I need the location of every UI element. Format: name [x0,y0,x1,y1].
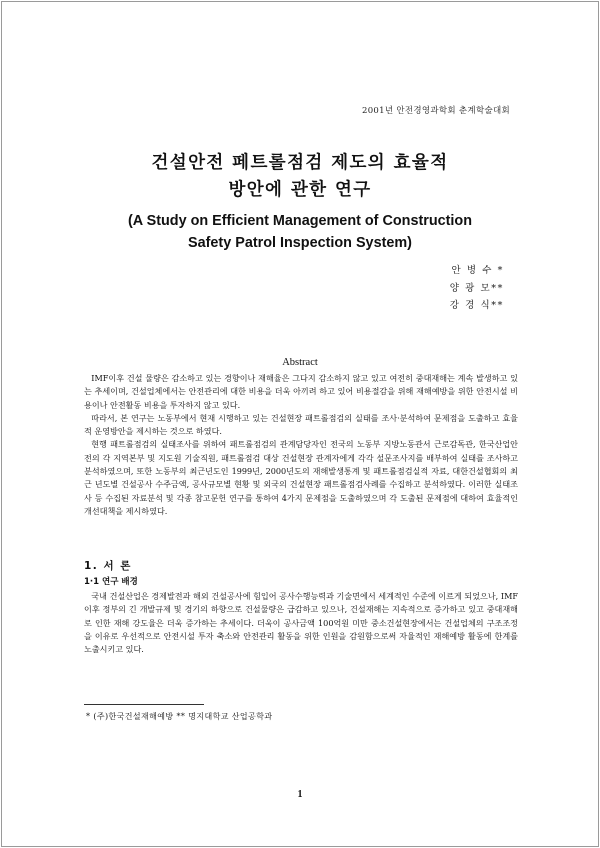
title-english-line-2: Safety Patrol Inspection System) [188,235,412,251]
author-1: 안 병 수 * [451,265,504,276]
page-number: 1 [297,789,303,800]
footnote-divider [84,704,204,705]
title-korean-line-2: 방안에 관한 연구 [228,180,372,200]
footnote: * (주)한국건설재해예방 ** 명지대학교 산업공학과 [86,712,273,721]
title-block [60,150,540,254]
abstract-body [84,372,518,518]
abstract-paragraph-1: IMF이후 건설 물량은 감소하고 있는 경향이나 재해율은 그다지 감소하지 않고 있고 여전히 중대재해는 계속 발생하고 있는 추세이며, 건설업체에서는 안전관리에 대한 비용을 더욱 아끼려 하고 있어 비용절감을 위해 재해예방을 위한 안전시설 비용이나 안전활동 비용을 투자하지 않고 있다. [84,373,518,410]
author-2: 양 광 모** [449,282,504,294]
title-english-line-1: (A Study on Efficient Management of Construction [127,213,473,229]
abstract-paragraph-2: 따라서, 본 연구는 노동부에서 현재 시행하고 있는 건설현장 패트롤점검의 실태를 조사·분석하여 문제점을 도출하고 효율적 운영방안을 제시하는 것으로 하였다. [84,412,518,437]
abstract-heading: Abstract [282,357,318,368]
section-body [84,590,518,656]
author-list [450,262,504,315]
abstract-paragraph-3: 현행 패트롤점검의 실태조사를 위하여 패트롤점검의 관계담당자인 전국의 노동부 지방노동관서 근로감독관, 한국산업안전의 각 지역본부 및 지도원 기술직원, 패트롤점검 대상 건설현장 관계자에게 각각 설문조사지를 배부하여 실태를 조사하고 분석하였으며, 또한 노동부의 최근년도인 1999년, 2000년도의 재해발생통계 및 패트롤점검실적 자료, 대한건설협회의 최근 년도별 건설공사 수주금액, 공사규모별 현황 및 외국의 건설현장 패트롤점검사례를 수집하고 분석하였다. 이러한 실태조사 등 수집된 자료분석 및 각종 참고문헌 연구를 통하여 4가지 문제점을 도출하였으며 각 도출된 문제점에 대하여 효율적인 개선대책을 제시하였다. [84,439,518,516]
section-paragraph-1: 국내 건설산업은 경제발전과 해외 건설공사에 힘입어 공사수행능력과 기술면에서 세계적인 수준에 이르게 되었으나, IMF이후 정부의 긴 개발규제 및 경기의 하향으로 건설물량은 급감하고 있으나, 건설재해는 지속적으로 증가하고 있고 중대재해로 인한 재해 강도율은 더욱 증가하는 추세이다. 더욱이 공사금액 100억원 미만 중소건설현장에서는 건설업체의 구조조정을 이유로 우선적으로 안전시설 투자 축소와 안전관리 활동을 위한 인원을 감원함으로써 자율적인 재해예방 활동에 한계를 노출시키고 있다. [84,591,518,655]
title-korean-line-1: 건설안전 페트롤점검 제도의 효율적 [151,153,449,173]
running-header: 2001년 안전경영과학회 춘계학술대회 [362,106,510,116]
author-3: 강 경 식** [449,300,504,311]
subsection-title: 1·1 연구 배경 [84,577,138,587]
section-title: 1. 서 론 [84,560,132,572]
